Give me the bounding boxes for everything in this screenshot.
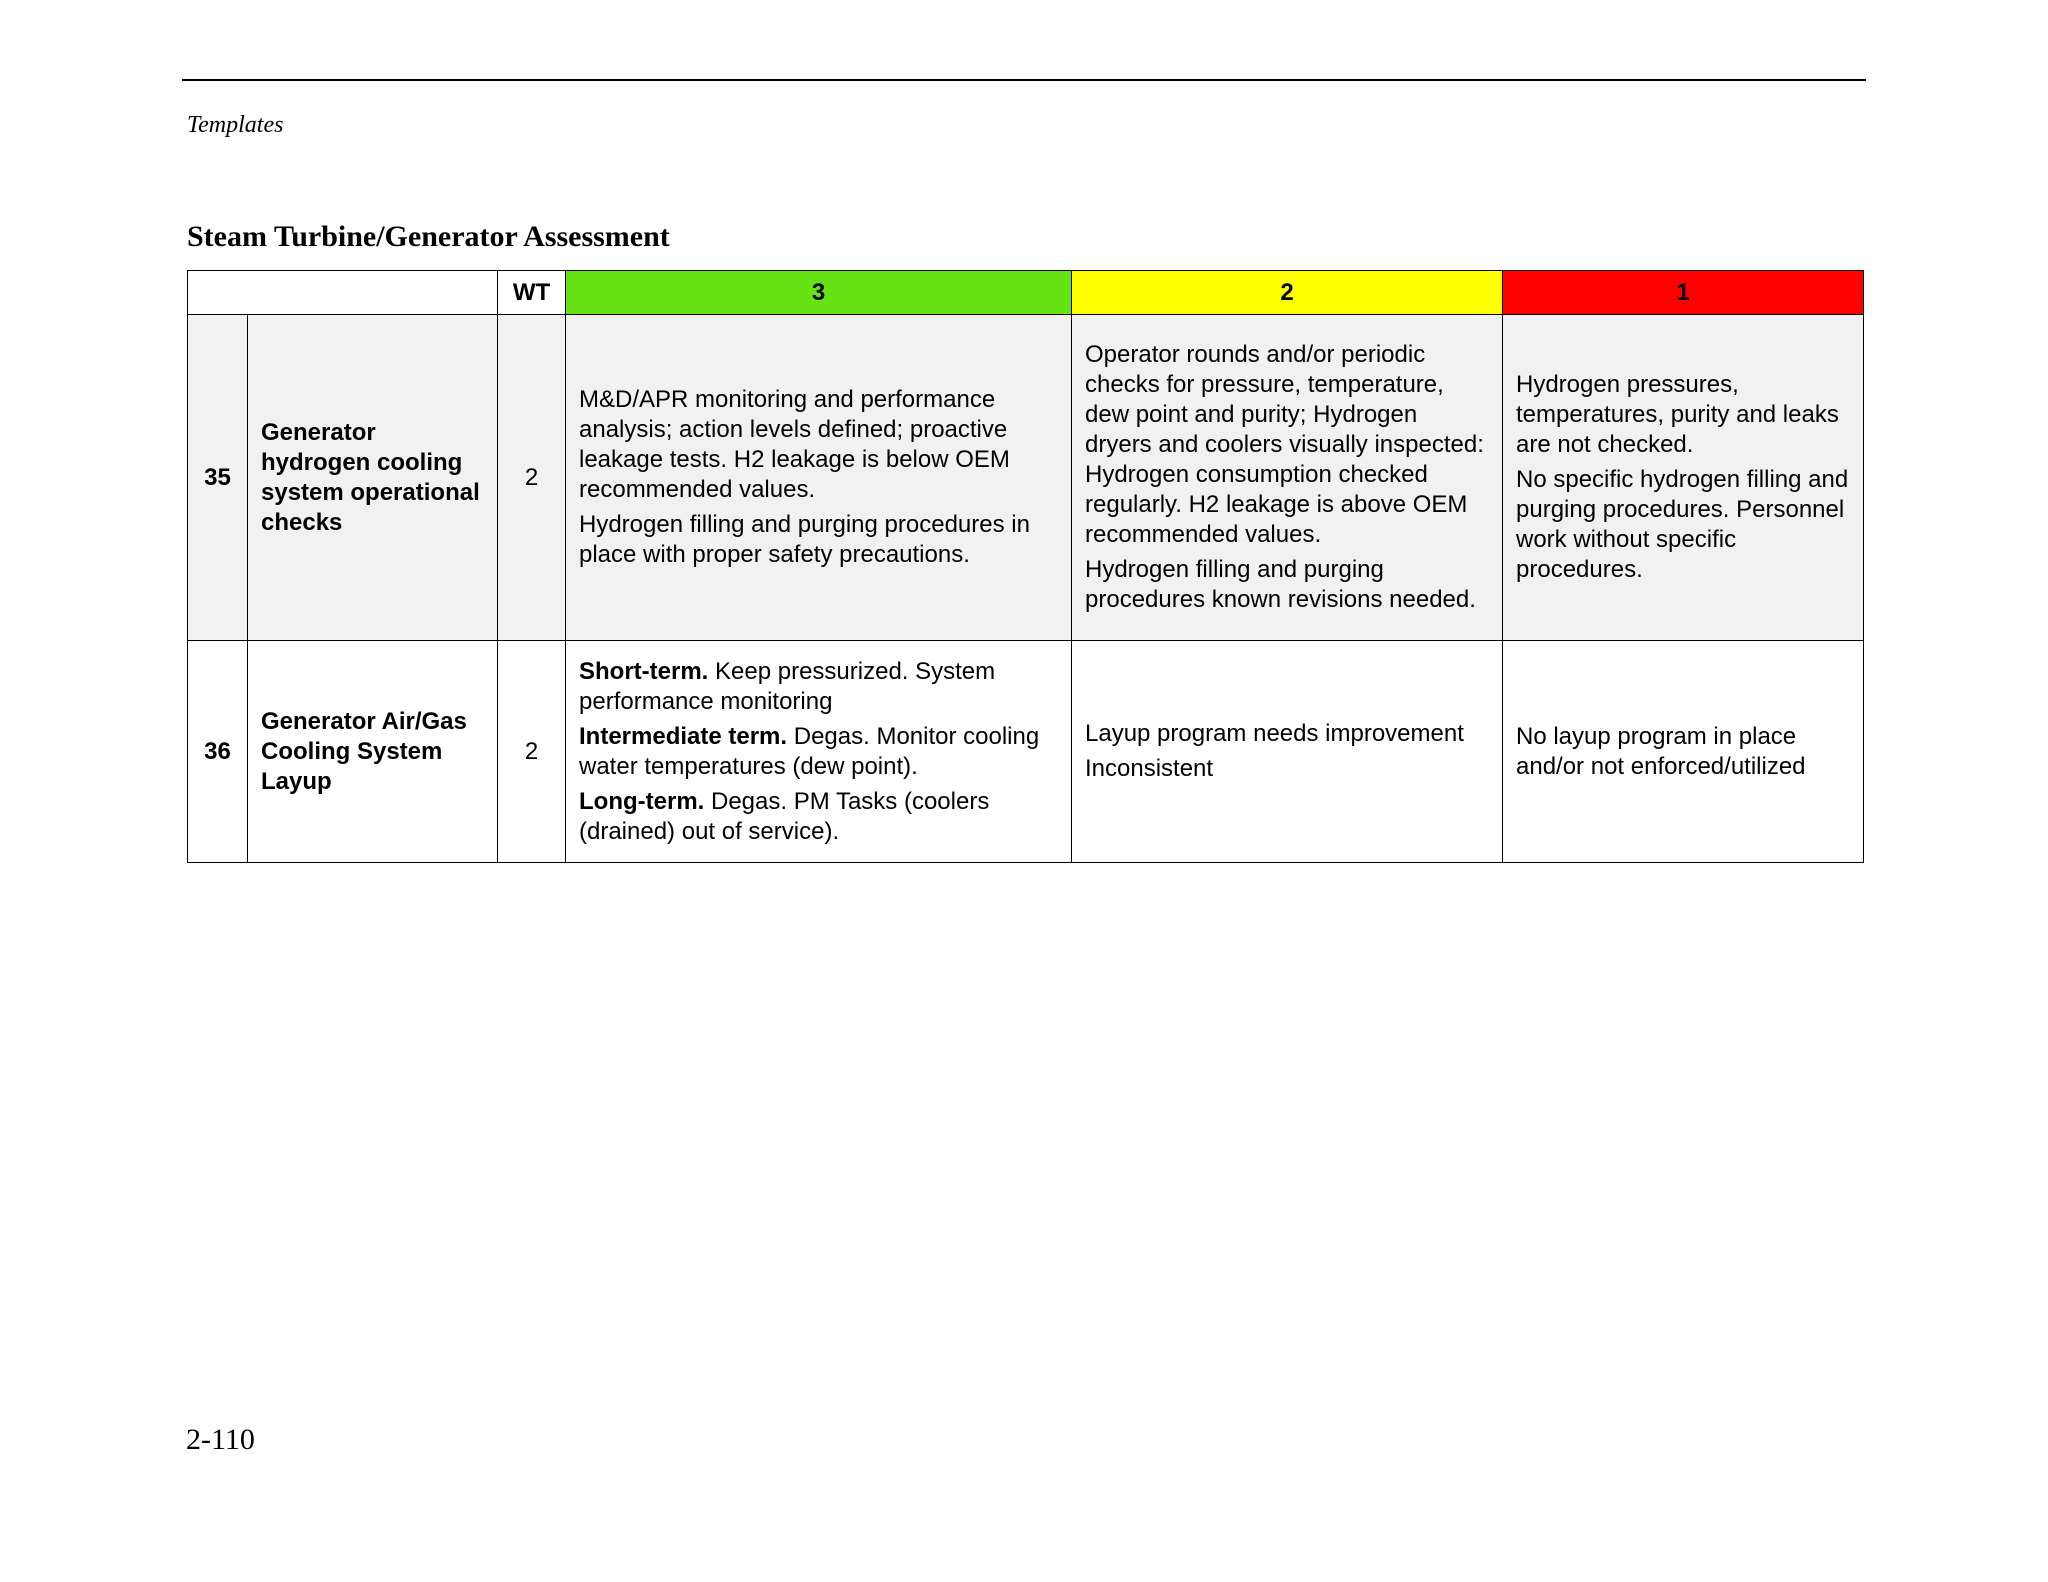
term-label: Long-term.: [579, 787, 705, 815]
table-row: [188, 315, 1864, 641]
criteria-paragraph: Layup program needs improvement: [1085, 720, 1464, 747]
criteria-paragraph: Hydrogen filling and purging procedures known revisions needed.: [1085, 556, 1476, 613]
term-text: Degas. PM Tasks (coolers (drained) out of service).: [579, 787, 990, 845]
term-label: Short-term.: [579, 657, 709, 685]
page-title: Steam Turbine/Generator Assessment: [187, 220, 670, 253]
row-score-2-criteria: [1072, 641, 1503, 863]
criteria-paragraph: Hydrogen pressures, temperatures, purity and leaks are not checked.: [1516, 371, 1839, 458]
header-rule: [182, 79, 1866, 81]
header-wt: WT: [498, 271, 566, 315]
criteria-paragraph: No layup program in place and/or not enforced/utilized: [1516, 722, 1806, 780]
criteria-paragraph: [579, 787, 1058, 847]
row-number: 35: [188, 315, 248, 641]
row-score-3-criteria: [566, 641, 1072, 863]
criteria-paragraph: No specific hydrogen filling and purging procedures. Personnel work without specific procedures.: [1516, 466, 1849, 583]
row-weight: 2: [498, 641, 566, 863]
term-text: Keep pressurized. System performance monitoring: [579, 657, 996, 715]
criteria-paragraph: [579, 722, 1058, 782]
term-text: Degas. Monitor cooling water temperatures (dew point).: [579, 722, 1040, 780]
criteria-paragraph: Hydrogen filling and purging procedures in place with proper safety precautions.: [579, 511, 1030, 568]
criteria-paragraph: Operator rounds and/or periodic checks for pressure, temperature, dew point and purity; Hydrogen dryers and coolers visually inspected: Hydrogen consumption checked regularly. H2 leakage is above OEM recommended values.: [1085, 341, 1484, 548]
header-score-1: 1: [1503, 271, 1864, 315]
row-number: 36: [188, 641, 248, 863]
table-row: [188, 641, 1864, 863]
row-score-2-criteria: [1072, 315, 1503, 641]
criteria-paragraph: [579, 657, 1058, 717]
row-item-name: Generator Air/Gas Cooling System Layup: [248, 641, 498, 863]
row-score-3-criteria: [566, 315, 1072, 641]
row-weight: 2: [498, 315, 566, 641]
term-label: Intermediate term.: [579, 722, 788, 750]
row-item-name: Generator hydrogen cooling system operational checks: [248, 315, 498, 641]
row-score-1-criteria: [1503, 641, 1864, 863]
page-number: 2-110: [186, 1423, 255, 1456]
row-score-1-criteria: [1503, 315, 1864, 641]
table-header-row: [188, 271, 1864, 315]
header-score-2: 2: [1072, 271, 1503, 315]
criteria-paragraph: Inconsistent: [1085, 755, 1214, 782]
header-blank: [188, 271, 498, 315]
assessment-table: [187, 270, 1864, 863]
header-score-3: 3: [566, 271, 1072, 315]
section-label: Templates: [187, 112, 284, 138]
criteria-paragraph: M&D/APR monitoring and performance analysis; action levels defined; proactive leakage tests. H2 leakage is below OEM recommended values.: [579, 386, 1010, 503]
